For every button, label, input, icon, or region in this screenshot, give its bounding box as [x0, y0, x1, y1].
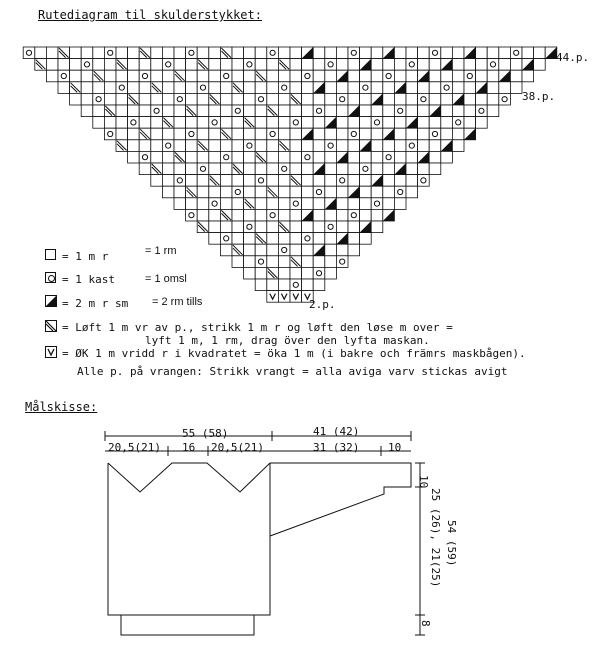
dim-body-mid: 16	[182, 441, 196, 454]
row-label-2: 2.p.	[309, 298, 336, 311]
dim-vert-cuff: 10	[417, 475, 430, 489]
legend-k2tog-sv: = 2 rm tills	[152, 296, 203, 308]
row-label-38: 38.p.	[522, 90, 556, 103]
dim-vert-hem: 8	[419, 620, 432, 627]
dim-body-left: 20,5(21)	[108, 441, 161, 454]
dim-vert-total: 54 (59)	[445, 520, 458, 567]
dim-vert-sleeve: 25 (26), 21(25)	[429, 488, 442, 588]
legend-yo-no: = 1 kast	[62, 273, 115, 286]
dim-sleeve-cuff: 10	[388, 441, 402, 454]
dim-sleeve-total: 41 (42)	[313, 425, 360, 438]
row-label-44: 44.p.	[556, 51, 590, 64]
legend-yo-sv: = 1 omsl	[145, 273, 187, 285]
legend-k2tog-no: = 2 m r sm	[62, 297, 129, 310]
sketch-title: Målskisse:	[25, 400, 98, 414]
wrong-side-note: Alle p. på vrangen: Strikk vrangt = alla aviga varv stickas avigt	[77, 365, 508, 378]
legend-skpo-line2: lyft 1 m, 1 rm, drag över den lyfta maskan.	[145, 334, 430, 347]
dim-body-total: 55 (58)	[182, 427, 229, 440]
legend-skpo-line1: = Løft 1 m vr av p., strikk 1 m r og løft den løse m over =	[62, 321, 453, 334]
chart-title: Rutediagram til skulderstykket:	[38, 8, 262, 22]
dim-sleeve-main: 31 (32)	[313, 441, 360, 454]
legend-knit-no: = 1 m r	[62, 250, 109, 263]
dim-body-right: 20,5(21)	[211, 441, 264, 454]
legend-increase-line1: = ØK 1 m vridd r i kvadratet = öka 1 m (i bakre och främrs maskbågen).	[62, 347, 526, 360]
legend-knit-sv: = 1 rm	[145, 245, 177, 257]
